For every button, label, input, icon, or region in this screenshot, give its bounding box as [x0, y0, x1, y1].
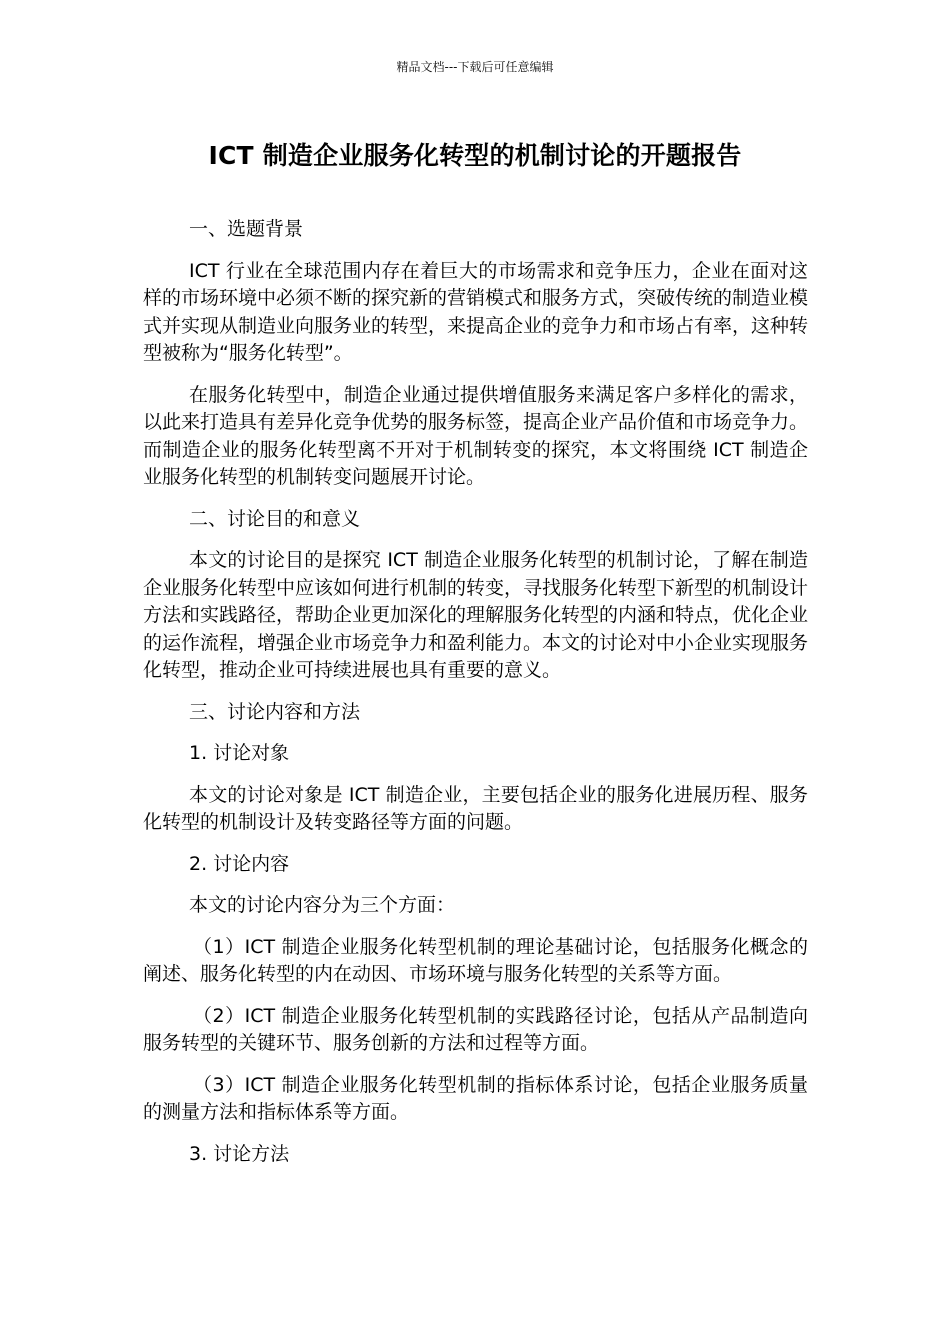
- section-heading-purpose: 二、讨论目的和意义: [189, 507, 361, 530]
- list-item-content-2: （2）ICT 制造企业服务化转型机制的实践路径讨论，包括从产品制造向服务转型的关键环节、服务创新的方法和过程等方面。: [143, 1004, 808, 1054]
- document-title: ICT 制造企业服务化转型的机制讨论的开题报告: [208, 141, 742, 170]
- paragraph-research-object: 本文的讨论对象是 ICT 制造企业，主要包括企业的服务化进展历程、服务化转型的机制设计及转变路径等方面的问题。: [143, 783, 808, 833]
- section-heading-background: 一、选题背景: [189, 218, 304, 240]
- document-body: [143, 216, 808, 1182]
- list-item-content-1: （1）ICT 制造企业服务化转型机制的理论基础讨论，包括服务化概念的阐述、服务化转型的内在动因、市场环境与服务化转型的关系等方面。: [143, 935, 808, 985]
- section-heading-content-method: 三、讨论内容和方法: [189, 700, 361, 723]
- subheading-research-content: 2. 讨论内容: [189, 852, 290, 875]
- page-header-note: 精品文档---下载后可任意编辑: [396, 60, 554, 74]
- paragraph-purpose-1: 本文的讨论目的是探究 ICT 制造企业服务化转型的机制讨论，了解在制造企业服务化转型中应该如何进行机制的转变，寻找服务化转型下新型的机制设计方法和实践路径，帮助企业更加深化的理解服务化转型的内涵和特点，优化企业的运作流程，增强企业市场竞争力和盈利能力。本文的讨论对中小企业实现服务化转型，推动企业可持续进展也具有重要的意义。: [143, 549, 809, 681]
- paragraph-content-intro: 本文的讨论内容分为三个方面：: [189, 894, 456, 916]
- subheading-research-method: 3. 讨论方法: [189, 1142, 290, 1165]
- paragraph-background-1: ICT 行业在全球范围内存在着巨大的市场需求和竞争压力，企业在面对这样的市场环境中必须不断的探究新的营销模式和服务方式，突破传统的制造业模式并实现从制造业向服务业的转型，来提高企业的竞争力和市场占有率，这种转型被称为“服务化转型”。: [143, 259, 809, 364]
- subheading-research-object: 1. 讨论对象: [189, 742, 290, 764]
- paragraph-background-2: 在服务化转型中，制造企业通过提供增值服务来满足客户多样化的需求，以此来打造具有差异化竞争优势的服务标签，提高企业产品价值和市场竞争力。而制造企业的服务化转型离不开对于机制转变的探究，本文将围绕 ICT 制造企业服务化转型的机制转变问题展开讨论。: [143, 383, 809, 488]
- list-item-content-3: （3）ICT 制造企业服务化转型机制的指标体系讨论，包括企业服务质量的测量方法和指标体系等方面。: [143, 1073, 808, 1123]
